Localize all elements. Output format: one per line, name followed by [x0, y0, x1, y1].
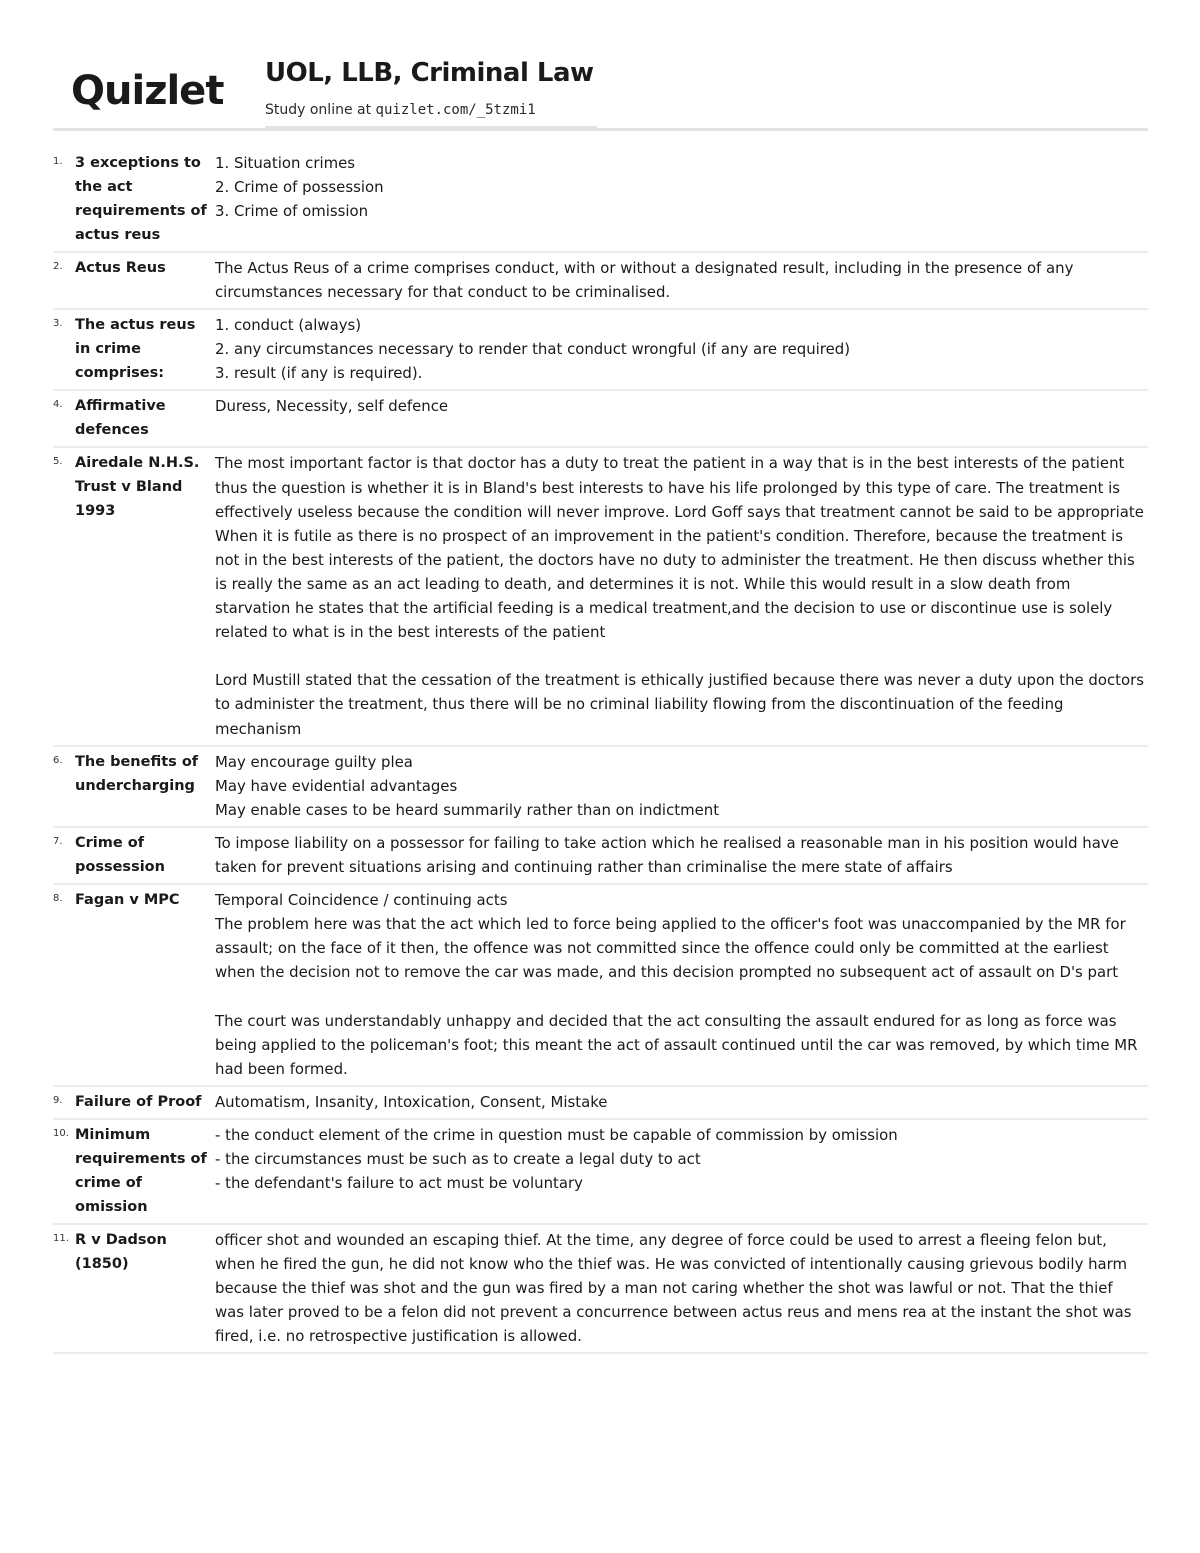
document-title: UOL, LLB, Criminal Law [265, 58, 594, 88]
card-term: The actus reus in crime comprises: [75, 317, 196, 382]
flashcard-row [53, 1120, 1148, 1225]
flashcard-row [53, 1225, 1148, 1354]
card-term: 3 exceptions to the act requirements of actus reus [75, 155, 207, 243]
card-term: Minimum requirements of crime of omission [75, 1126, 207, 1215]
card-number: 8. [53, 893, 63, 905]
card-term: Affirmative defences [75, 398, 166, 439]
card-number: 3. [53, 318, 63, 330]
flashcard-row [53, 885, 1148, 1087]
card-number: 2. [53, 261, 63, 272]
flashcard-row [53, 828, 1148, 885]
quizlet-logo: Quizlet [71, 68, 224, 114]
card-number: 1. [53, 156, 63, 167]
header-divider [53, 128, 1148, 131]
card-definition: Automatism, Insanity, Intoxication, Consent, Mistake [215, 1092, 608, 1111]
card-definition: Temporal Coincidence / continuing acts The problem here was that the act which led to force being applied to the officer's foot was unaccompanied by the MR for assault; on the face of it then, the offence was not committed since the offence could only be committed at the earliest when the decision not to remove the car was made, and this decision prompted no subsequent act of assault on D's part The court was understandably unhappy and decided that the act consulting the assault endured for as long as force was being applied to the policeman's foot; this meant the act of assault continued until the car was removed, by which time MR had been formed. [215, 891, 1138, 1078]
card-definition: The most important factor is that doctor has a duty to treat the patient in a way that is in the best interests of the patient thus the question is whether it is in Bland's best interests to have his life prolonged by this type of care. The treatment is effectively useless because the condition will never improve. Lord Goff says that treatment cannot be said to be appropriate When it is futile as there is no prospect of an improvement in the patient's condition. Therefore, because the treatment is not in the best interests of the patient, the doctors have no duty to administer the treatment. He then discuss whether this is really the same as an act leading to death, and determines it is not. While this would result in a slow death from starvation he states that the artificial feeding is a medical treatment,and the decision to use or discontinue use is solely related to what is in the best interests of the patient Lord Mustill stated that the cessation of the treatment is ethically justified because there was never a duty upon the doctors to administer the treatment, thus there will be no criminal liability flowing from the discontinuation of the feeding mechanism [215, 454, 1144, 738]
card-number: 4. [53, 399, 63, 411]
flashcard-list [53, 148, 1148, 1354]
study-online-subtitle [265, 102, 536, 118]
card-term: Fagan v MPC [75, 892, 180, 909]
card-definition: officer shot and wounded an escaping thief. At the time, any degree of force could be used to arrest a fleeing felon but, when he fired the gun, he did not know who the thief was. He was convicted of intentionally causing grievous bodily harm because the thief was shot and the gun was fired by a man not caring whether the shot was lawful or not. That the thief was later proved to be a felon did not prevent a concurrence between actus reus and mens rea at the instant the shot was fired, i.e. no retrospective justification is allowed. [215, 1230, 1132, 1346]
card-number: 5. [53, 456, 63, 468]
card-definition: May encourage guilty plea May have evidential advantages May enable cases to be heard summarily rather than on indictment [215, 752, 720, 819]
card-term: R v Dadson (1850) [75, 1231, 167, 1272]
flashcard-row [53, 310, 1148, 391]
card-number: 7. [53, 835, 63, 847]
flashcard-row [53, 148, 1148, 253]
flashcard-row [53, 391, 1148, 448]
flashcard-row [53, 253, 1148, 310]
card-term: Actus Reus [75, 260, 166, 276]
card-definition: The Actus Reus of a crime comprises conduct, with or without a designated result, including in the presence of any circumstances necessary for that conduct to be criminalised. [215, 259, 1074, 302]
card-number: 10. [53, 1127, 69, 1139]
flashcard-row [53, 448, 1148, 746]
card-term: Failure of Proof [75, 1093, 202, 1110]
card-definition: 1. conduct (always) 2. any circumstances necessary to render that conduct wrongful (if any are required) 3. result (if any is required). [215, 316, 851, 383]
card-definition: Duress, Necessity, self defence [215, 397, 449, 416]
card-definition: 1. Situation crimes 2. Crime of possession 3. Crime of omission [215, 154, 384, 221]
card-definition: - the conduct element of the crime in question must be capable of commission by omission - the circumstances must be such as to create a legal duty to act - the defendant's failure to act must be voluntary [215, 1125, 898, 1193]
card-number: 6. [53, 754, 63, 766]
study-url: quizlet.com/_5tzmi1 [375, 102, 536, 118]
flashcard-row [53, 1087, 1148, 1120]
card-term: Crime of possession [75, 834, 165, 875]
card-number: 9. [53, 1094, 63, 1106]
subtitle-prefix: Study online at [265, 102, 376, 118]
card-term: Airedale N.H.S. Trust v Bland 1993 [75, 455, 200, 520]
card-term: The benefits of undercharging [75, 753, 199, 794]
card-definition: To impose liability on a possessor for failing to take action which he realised a reasonable man in his position would have taken for prevent situations arising and continuing rather than criminalise the mere state of affairs [215, 833, 1119, 876]
flashcard-row [53, 747, 1148, 828]
document-header [53, 58, 1148, 130]
card-number: 11. [53, 1232, 69, 1244]
